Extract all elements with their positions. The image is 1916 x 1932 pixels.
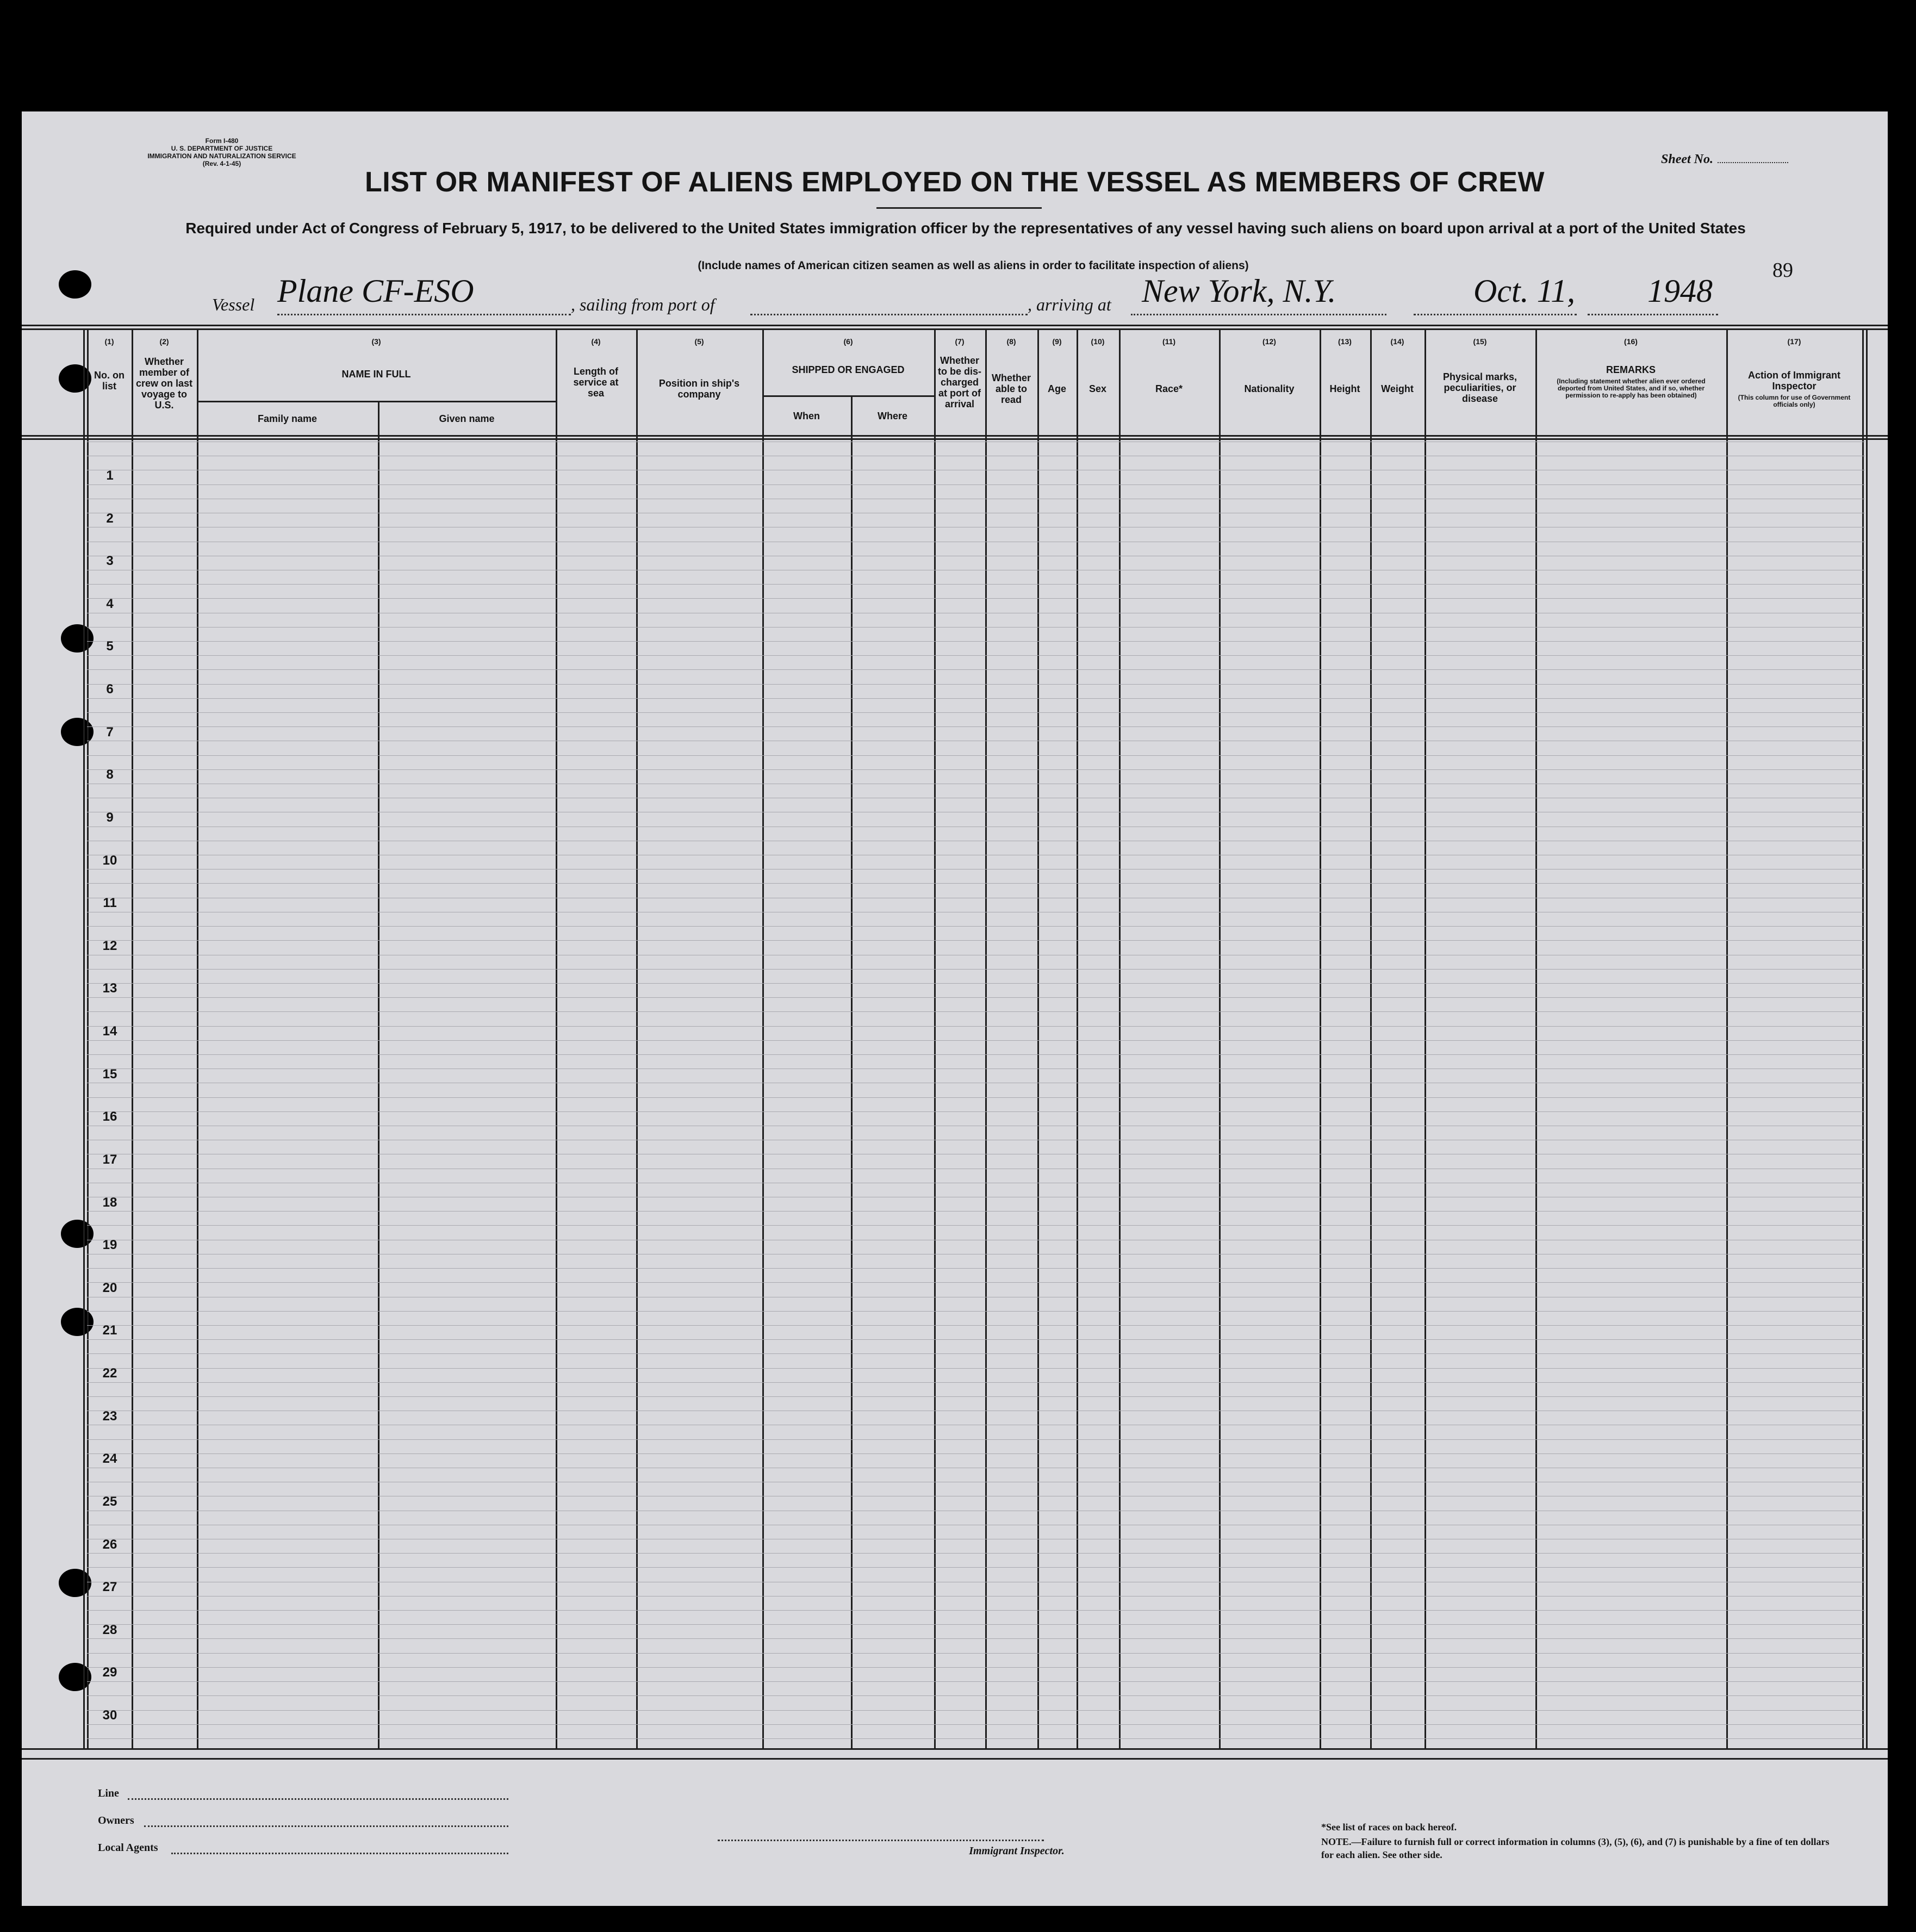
row-number: 2 [106, 511, 114, 526]
row-number: 15 [102, 1066, 117, 1082]
vessel-label: Vessel [212, 295, 255, 314]
rule-line [87, 997, 1865, 998]
sheet-number-field[interactable] [1661, 152, 1840, 167]
row-number: 9 [106, 810, 114, 825]
sailing-port-field[interactable] [750, 314, 1028, 315]
col-7-number: (7) [955, 337, 965, 346]
rule-line [87, 883, 1865, 884]
row-number: 18 [102, 1195, 117, 1210]
given-name-header: Given name [439, 413, 495, 424]
rule-line [87, 983, 1865, 984]
row-number: 11 [103, 896, 117, 911]
rule-line [87, 1624, 1865, 1625]
col-13-number: (13) [1338, 337, 1352, 346]
inspector-signature-field[interactable] [718, 1840, 1044, 1841]
col-15-header: Physical marks, peculiarities, or disease [1442, 371, 1517, 404]
rule-line [87, 1339, 1865, 1340]
page-title: LIST OR MANIFEST OF ALIENS EMPLOYED ON THE VESSEL AS MEMBERS OF CREW [365, 166, 1545, 198]
rule-line [87, 1667, 1865, 1668]
rule-line [87, 769, 1865, 770]
where-header: Where [877, 411, 907, 421]
rule-line [87, 1282, 1865, 1283]
col-6-header: SHIPPED OR ENGAGED [792, 364, 905, 375]
vessel-value[interactable]: Plane CF-ESO [277, 273, 474, 309]
rule-line [87, 926, 1865, 927]
rule-line [87, 1638, 1865, 1639]
rule-line [87, 1068, 1865, 1069]
col-11-number: (11) [1162, 337, 1176, 346]
line-field[interactable] [128, 1798, 508, 1800]
rule-line [87, 484, 1865, 485]
rule-line [87, 1040, 1865, 1041]
col-17-detail: (This column for use of Government officials only) [1738, 394, 1851, 408]
rule-line [87, 1653, 1865, 1654]
col-16-number: (16) [1624, 337, 1638, 346]
rule-line [87, 1325, 1865, 1326]
rule-line [87, 627, 1865, 628]
rule-line [87, 1311, 1865, 1312]
rule-line [87, 1396, 1865, 1397]
sailing-label: , sailing from port of [571, 295, 715, 314]
row-number: 1 [106, 468, 114, 483]
col-6-number: (6) [843, 337, 853, 346]
include-note: (Include names of American citizen seamen as well as aliens in order to facilitate inspection of aliens) [698, 259, 1249, 272]
rule-line [87, 669, 1865, 670]
page-number: 89 [1772, 259, 1793, 282]
rule-line [87, 1054, 1865, 1055]
rule-line [87, 1681, 1865, 1682]
rule-line [87, 712, 1865, 713]
penalty-note: NOTE.—Failure to furnish full or correct information in columns (3), (5), (6), and (7) is punishable by a fine of ten dollars for each alien. See other side. [1321, 1836, 1830, 1860]
rule-line [87, 684, 1865, 685]
arriving-value[interactable]: New York, N.Y. [1142, 273, 1336, 309]
rule-line [87, 1695, 1865, 1696]
rule-line [87, 1382, 1865, 1383]
races-note: *See list of races on back hereof. [1321, 1822, 1457, 1832]
col-16-detail: (Including statement whether alien ever ordered deported from United States, and if so, whether permission to re-apply has been obtained) [1557, 377, 1706, 399]
row-number: 8 [106, 767, 114, 782]
row-number: 6 [106, 682, 114, 697]
col-4-header: Length of service at sea [573, 366, 619, 399]
col-12-header: Nationality [1244, 383, 1295, 394]
punch-hole [59, 1569, 91, 1597]
local-agents-label: Local Agents [98, 1842, 158, 1854]
row-number: 10 [102, 853, 117, 868]
rule-line [87, 969, 1865, 970]
col-10-number: (10) [1091, 337, 1105, 346]
rule-line [87, 584, 1865, 585]
row-number: 12 [102, 938, 117, 953]
row-number: 3 [106, 554, 114, 569]
owners-field[interactable] [144, 1825, 508, 1827]
rule-line [87, 1368, 1865, 1369]
rule-line [87, 1225, 1865, 1226]
rule-line [87, 1724, 1865, 1725]
revision: (Rev. 4-1-45) [202, 160, 241, 167]
service: IMMIGRATION AND NATURALIZATION SERVICE [147, 152, 296, 160]
col-17-number: (17) [1787, 337, 1801, 346]
rule-line [87, 1353, 1865, 1354]
rule-line [87, 1026, 1865, 1027]
line-label: Line [98, 1787, 119, 1799]
row-number: 20 [102, 1280, 117, 1295]
rule-line [87, 1738, 1865, 1739]
inspector-label: Immigrant Inspector. [969, 1845, 1065, 1857]
rule-line [87, 1111, 1865, 1112]
row-number: 16 [102, 1109, 117, 1125]
col-8-number: (8) [1006, 337, 1016, 346]
owners-label: Owners [98, 1815, 134, 1827]
row-number: 14 [102, 1024, 117, 1039]
col-12-number: (12) [1262, 337, 1276, 346]
col-10-header: Sex [1088, 383, 1107, 394]
col-1-header: No. on list [94, 370, 125, 392]
manifest-sheet [22, 111, 1888, 1906]
col-9-header: Age [1047, 383, 1066, 394]
row-number: 26 [102, 1537, 117, 1552]
rule-line [87, 755, 1865, 756]
row-number: 21 [102, 1323, 117, 1338]
col-14-header: Weight [1381, 383, 1414, 394]
requirement-text: Required under Act of Congress of February 5, 1917, to be delivered to the United States immigration officer by the representatives of any vessel having such aliens on board upon arrival at a port of the United States [185, 220, 1746, 237]
rule-line [87, 1567, 1865, 1568]
row-number: 17 [102, 1152, 117, 1167]
family-name-header: Family name [257, 413, 318, 424]
rule-line [87, 1610, 1865, 1611]
col-16-header: REMARKS [1606, 364, 1656, 375]
rule-line [87, 641, 1865, 642]
row-number: 5 [106, 639, 114, 654]
col-3-number: (3) [371, 337, 381, 346]
col-5-header: Position in ship's company [658, 378, 740, 400]
col-2-header: Whether member of crew on last voyage to U.S. [135, 356, 193, 411]
row-number: 4 [106, 596, 114, 611]
col-8-header: Whether able to read [992, 372, 1031, 405]
department: U. S. DEPARTMENT OF JUSTICE [171, 145, 273, 152]
form-identification [102, 137, 341, 167]
rule-line [87, 940, 1865, 941]
sheet-number-label: Sheet No. [1661, 152, 1713, 166]
row-number: 19 [102, 1238, 117, 1253]
rule-line [87, 1268, 1865, 1269]
rule-line [87, 1453, 1865, 1454]
local-agents-field[interactable] [171, 1853, 508, 1854]
when-header: When [793, 411, 820, 421]
punch-hole [59, 364, 91, 393]
rule-line [87, 1710, 1865, 1711]
row-number: 30 [102, 1708, 117, 1723]
rule-line [87, 1011, 1865, 1012]
rule-line [87, 726, 1865, 727]
rule-line [87, 598, 1865, 599]
col-4-number: (4) [591, 337, 601, 346]
punch-hole [59, 1663, 91, 1691]
row-number: 27 [102, 1580, 117, 1595]
rule-line [87, 1211, 1865, 1212]
col-15-number: (15) [1473, 337, 1487, 346]
col-9-number: (9) [1052, 337, 1062, 346]
col-14-number: (14) [1390, 337, 1404, 346]
row-number: 28 [102, 1622, 117, 1637]
col-17-header: Action of Immigrant Inspector [1748, 370, 1840, 392]
row-number: 13 [102, 981, 117, 996]
col-2-number: (2) [159, 337, 169, 346]
row-number: 25 [102, 1494, 117, 1509]
col-7-header: Whether to be dis-charged at port of arrival [938, 355, 981, 409]
date-value[interactable]: Oct. 11, [1473, 273, 1576, 309]
row-number: 22 [102, 1366, 117, 1381]
rule-line [87, 655, 1865, 656]
title-underline [876, 207, 1042, 209]
row-number: 29 [102, 1665, 117, 1680]
punch-hole [59, 270, 91, 299]
col-11-header: Race* [1155, 383, 1183, 394]
col-1-number: (1) [104, 337, 114, 346]
rule-line [87, 1439, 1865, 1440]
row-number: 24 [102, 1451, 117, 1467]
year-value[interactable]: 1948 [1647, 273, 1713, 309]
rule-line [87, 698, 1865, 699]
row-number: 7 [106, 724, 114, 740]
row-number: 23 [102, 1408, 117, 1424]
col-5-number: (5) [694, 337, 704, 346]
rule-line [87, 1553, 1865, 1554]
arriving-label: , arriving at [1028, 295, 1111, 314]
col-13-header: Height [1329, 383, 1360, 394]
form-number: Form I-480 [205, 137, 239, 145]
col-3-header: NAME IN FULL [341, 369, 411, 380]
rule-line [87, 1097, 1865, 1098]
